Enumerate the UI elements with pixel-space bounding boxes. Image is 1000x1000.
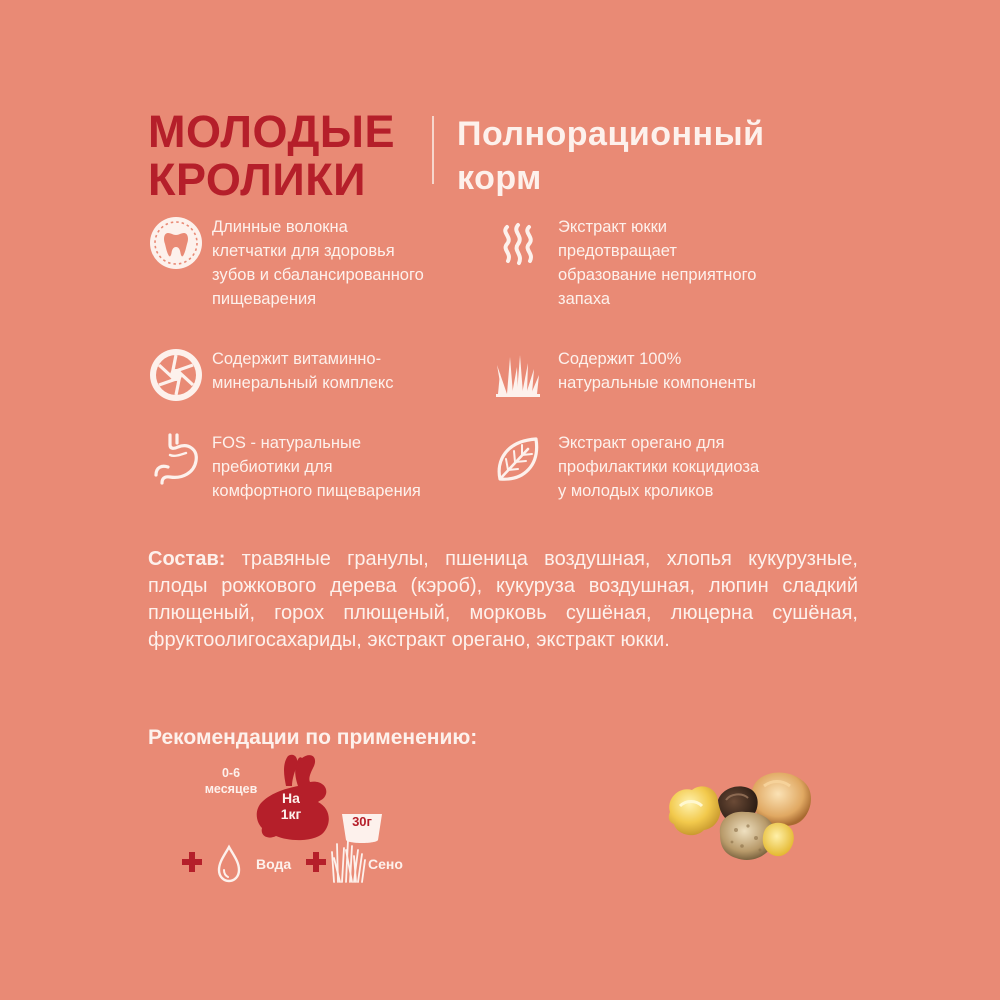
hay-icon xyxy=(330,838,366,884)
title-divider xyxy=(432,116,434,184)
composition-ingredients: травяные гранулы, пшеница воздушная, хлопья кукурузные, плоды рожкового дерева (кэроб), кукуруза воздушная, люпин сладкий плющеный, горох плющеный, морковь сушёная, люцерна сушёная, фруктоолигосахариды, экстракт орегано, экстракт юкки. xyxy=(148,548,858,651)
feature-yucca xyxy=(490,215,756,311)
smell-waves-icon xyxy=(490,215,546,271)
stomach-icon xyxy=(148,431,204,487)
composition-text xyxy=(148,546,858,654)
plus-icon xyxy=(306,852,326,872)
leaf-icon xyxy=(490,431,546,487)
tooth-icon xyxy=(148,215,204,271)
feature-oregano xyxy=(490,431,759,503)
water-drop-icon xyxy=(214,844,244,884)
water-label: Вода xyxy=(256,856,292,872)
portion-label: 30г xyxy=(352,814,372,829)
recommendations-title: Рекомендации по применению: xyxy=(148,726,478,749)
product-subtitle xyxy=(457,112,857,200)
product-subtitle-line1: Полнорационный xyxy=(457,115,765,153)
weight-label: На 1кг xyxy=(280,790,302,822)
feature-vitamins xyxy=(148,347,394,403)
age-range: 0-6 месяцев xyxy=(204,766,258,796)
grass-icon xyxy=(490,347,546,403)
food-pieces-image xyxy=(660,760,820,880)
hay-label: Сено xyxy=(368,856,403,872)
product-title xyxy=(148,108,410,204)
product-title-line2: КРОЛИКИ xyxy=(148,154,366,205)
feature-teeth xyxy=(148,215,424,311)
feature-fos xyxy=(148,431,421,503)
feature-vitamins-text: Содержит витаминно- минеральный комплекс xyxy=(212,350,394,392)
feature-oregano-text: Экстракт орегано для профилактики кокцидиоза у молодых кроликов xyxy=(558,434,760,500)
plus-icon xyxy=(182,852,202,872)
composition-label: Состав: xyxy=(148,548,226,570)
feature-natural xyxy=(490,347,756,403)
feature-fos-text: FOS - натуральные пребиотики для комфортного пищеварения xyxy=(212,434,421,500)
feature-yucca-text: Экстракт юкки предотвращает образование неприятного запаха xyxy=(558,218,757,308)
feature-natural-text: Содержит 100% натуральные компоненты xyxy=(558,350,756,392)
product-title-line1: МОЛОДЫЕ xyxy=(148,106,395,157)
product-subtitle-line2: корм xyxy=(457,159,542,197)
vitamin-icon xyxy=(148,347,204,403)
feature-teeth-text: Длинные волокна клетчатки для здоровья зубов и сбалансированного пищеварения xyxy=(212,218,424,308)
